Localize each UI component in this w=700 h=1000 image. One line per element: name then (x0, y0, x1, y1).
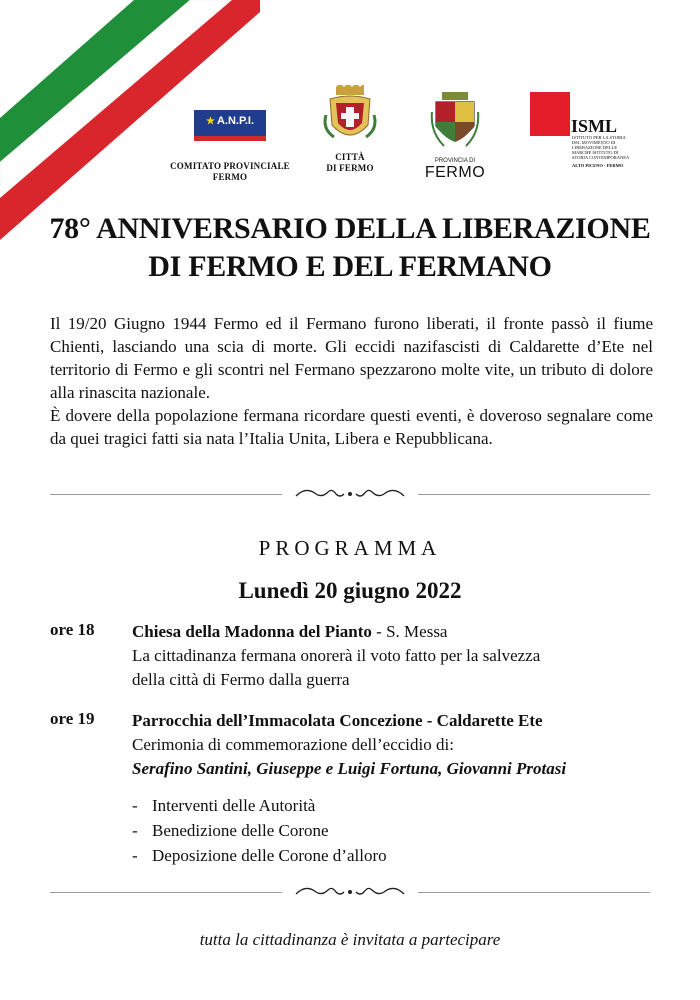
provincia-di-fermo-logo (420, 92, 490, 181)
anpi-logo (165, 110, 295, 183)
intro-text (50, 312, 653, 450)
flourish-icon (292, 882, 408, 902)
event-1-line-2: La cittadinanza fermana onorerà il voto fatto per la salvezza (132, 646, 541, 665)
event-2-place: Parrocchia dell’Immacolata Concezione - Caldarette Ete (132, 711, 543, 730)
intro-paragraph-2: È dovere della popolazione fermana ricordare questi eventi, è doveroso segnalare come da quei tragici fatti sia nata l’Italia Unita, Libera e Repubblicana. (50, 406, 653, 448)
list-item: - Interventi delle Autorità (132, 796, 316, 815)
intro-paragraph-1: Il 19/20 Giugno 1944 Fermo ed il Fermano furono liberati, il fronte passò il fiume Chienti, lasciando una scia di morte. Gli eccidi nazifascisti di Caldarette d’Ete nel territorio di Fermo e gli scontri nel Fermano spezzarono molte vite, un tributo di dolore alla rinascita nazionale. (50, 314, 653, 402)
isml-red-square (530, 92, 570, 136)
title-line-2: DI FERMO E DEL FERMANO (148, 250, 552, 283)
anpi-caption-2: FERMO (212, 172, 248, 182)
isml-subtitle: ALTO PICENO · FERMO (572, 163, 624, 168)
event-1-place-suffix: - S. Messa (371, 622, 448, 641)
isml-description: ISTITUTO PER LA STORIA DEL MOVIMENTO DI LIBERAZIONE DELLE MARCHE ISTITUTO DI STORIA CONTEMPORANEA (572, 135, 630, 160)
list-item: - Benedizione delle Corone (132, 821, 329, 840)
event-2-time: ore 19 (50, 709, 95, 728)
provincia-crest-icon (430, 92, 480, 150)
event-1 (132, 620, 652, 692)
city-caption-2: DI FERMO (326, 163, 374, 173)
anpi-caption-1: COMITATO PROVINCIALE (170, 161, 290, 171)
page-title (0, 210, 700, 286)
city-caption-1: CITTÀ (335, 152, 365, 162)
divider-line-right (418, 494, 650, 495)
isml-logo (530, 92, 630, 168)
crest-icon (322, 85, 378, 147)
isml-acronym: ISML (571, 116, 618, 136)
list-item: - Deposizione delle Corone d’alloro (132, 846, 387, 865)
provincia-caption-2: FERMO (424, 164, 486, 181)
program-heading: PROGRAMMA (258, 536, 442, 560)
event-2 (132, 709, 652, 781)
ceremony-list (132, 793, 387, 868)
event-1-line-3: della città di Fermo dalla guerra (132, 670, 350, 689)
title-line-1: 78° ANNIVERSARIO DELLA LIBERAZIONE (49, 212, 651, 245)
divider-line-left (50, 494, 282, 495)
event-1-time: ore 18 (50, 620, 95, 639)
ornament-divider (50, 482, 650, 506)
ornament-divider (50, 880, 650, 904)
citta-di-fermo-logo (310, 85, 390, 174)
event-1-place: Chiesa della Madonna del Pianto (132, 622, 372, 641)
program-date: Lunedì 20 giugno 2022 (238, 578, 462, 603)
anpi-badge: ★ A.N.P.I. (194, 110, 266, 141)
provincia-caption-1: PROVINCIA DI (434, 158, 476, 164)
divider-line-right (418, 892, 650, 893)
star-icon: ★ (205, 116, 215, 127)
event-2-line-2: Cerimonia di commemorazione dell’eccidio di: (132, 735, 454, 754)
event-2-line-3: Serafino Santini, Giuseppe e Luigi Fortuna, Giovanni Protasi (132, 759, 567, 778)
divider-line-left (50, 892, 282, 893)
flourish-icon (292, 484, 408, 504)
closing-invitation: tutta la cittadinanza è invitata a partecipare (199, 930, 501, 949)
